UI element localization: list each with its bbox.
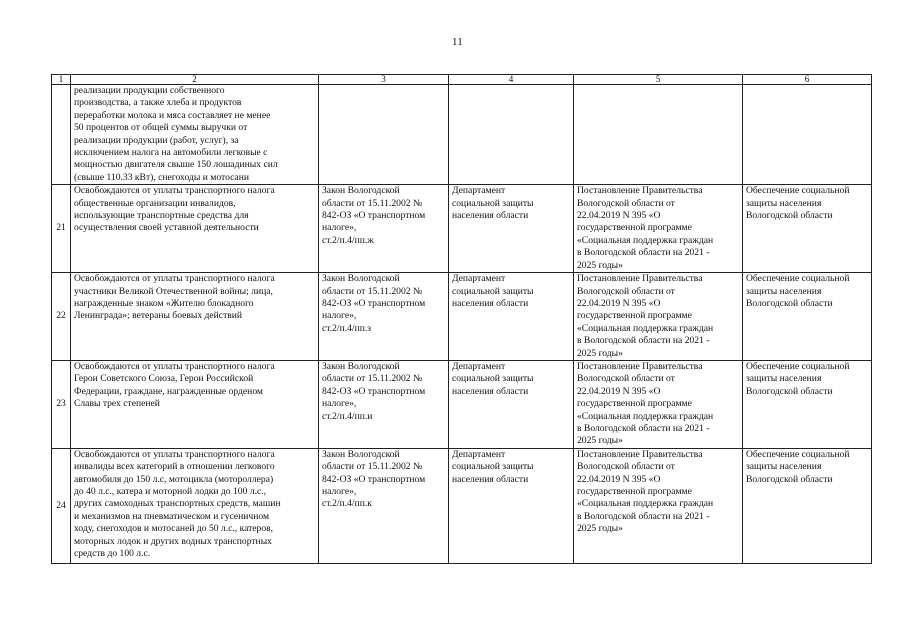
benefit-description: Освобождаются от уплаты транспортного налога участники Великой Отечественной войны; лица, награжденные знаком «Жителю блокадного Ленинграда»; ветераны боевых действий [71, 273, 319, 361]
page-number: 11 [452, 36, 463, 48]
legal-basis: Закон Вологодской области от 15.11.2002 № 842-ОЗ «О транспортном налоге», ст.2/п.4/пп.к [319, 448, 449, 563]
table-row [52, 360, 872, 448]
program-goal: Обеспечение социальной защиты населения Вологодской области [743, 273, 872, 361]
table-row-continuation [52, 85, 872, 185]
column-number-6: 6 [743, 75, 872, 85]
responsible-department: Департамент социальной защиты населения области [449, 273, 574, 361]
program-goal: Обеспечение социальной защиты населения Вологодской области [743, 360, 872, 448]
program-goal: Обеспечение социальной защиты населения Вологодской области [743, 185, 872, 273]
row-number: 21 [52, 185, 71, 273]
state-program [574, 85, 743, 185]
state-program: Постановление Правительства Вологодской области от 22.04.2019 N 395 «О государственной программе «Социальная поддержка граждан в Вологодской области на 2021 - 2025 годы» [574, 273, 743, 361]
legal-basis [319, 85, 449, 185]
responsible-department: Департамент социальной защиты населения области [449, 360, 574, 448]
row-number: 22 [52, 273, 71, 361]
column-number-3: 3 [319, 75, 449, 85]
state-program: Постановление Правительства Вологодской области от 22.04.2019 N 395 «О государственной программе «Социальная поддержка граждан в Вологодской области на 2021 - 2025 годы» [574, 185, 743, 273]
benefit-description: Освобождаются от уплаты транспортного налога инвалиды всех категорий в отношении легкового автомобиля до 150 л.с, мотоцикла (мотороллера) до 40 л.с., катера и моторной лодки до 100 л.с., других самоходных транспортных средств, машин и механизмов на пневматическом и гусеничном ходу, снегоходов и мотосаней до 50 л.с., катеров, моторных лодок и других водных транспортных средств до 100 л.с. [71, 448, 319, 563]
legal-basis: Закон Вологодской области от 15.11.2002 № 842-ОЗ «О транспортном налоге», ст.2/п.4/пп.ж [319, 185, 449, 273]
benefit-description: Освобождаются от уплаты транспортного налога Герои Советского Союза, Герои Российской Федерации, граждане, награжденные орденом Славы трех степеней [71, 360, 319, 448]
state-program: Постановление Правительства Вологодской области от 22.04.2019 N 395 «О государственной программе «Социальная поддержка граждан в Вологодской области на 2021 - 2025 годы» [574, 448, 743, 563]
table-header-row [52, 75, 872, 85]
table-row [52, 273, 872, 361]
column-number-5: 5 [574, 75, 743, 85]
row-number [52, 85, 71, 185]
column-number-1: 1 [52, 75, 71, 85]
responsible-department: Департамент социальной защиты населения области [449, 185, 574, 273]
benefit-description: Освобождаются от уплаты транспортного налога общественные организации инвалидов, использующие транспортные средства для осуществления своей уставной деятельности [71, 185, 319, 273]
program-goal: Обеспечение социальной защиты населения Вологодской области [743, 448, 872, 563]
column-number-4: 4 [449, 75, 574, 85]
responsible-department: Департамент социальной защиты населения области [449, 448, 574, 563]
tax-benefits-table [51, 74, 872, 564]
legal-basis: Закон Вологодской области от 15.11.2002 № 842-ОЗ «О транспортном налоге», ст.2/п.4/пп.з [319, 273, 449, 361]
column-number-2: 2 [71, 75, 319, 85]
table-row [52, 185, 872, 273]
program-goal [743, 85, 872, 185]
table-row [52, 448, 872, 563]
row-number: 24 [52, 448, 71, 563]
row-number: 23 [52, 360, 71, 448]
responsible-department [449, 85, 574, 185]
legal-basis: Закон Вологодской области от 15.11.2002 № 842-ОЗ «О транспортном налоге», ст.2/п.4/пп.и [319, 360, 449, 448]
benefit-description: реализации продукции собственного производства, а также хлеба и продуктов переработки молока и мяса составляет не менее 50 процентов от общей суммы выручки от реализации продукции (работ, услуг), за исключением налога на автомобили легковые с мощностью двигателя свыше 150 лошадиных сил (свыше 110.33 кВт), снегоходы и мотосани [71, 85, 319, 185]
state-program: Постановление Правительства Вологодской области от 22.04.2019 N 395 «О государственной программе «Социальная поддержка граждан в Вологодской области на 2021 - 2025 годы» [574, 360, 743, 448]
